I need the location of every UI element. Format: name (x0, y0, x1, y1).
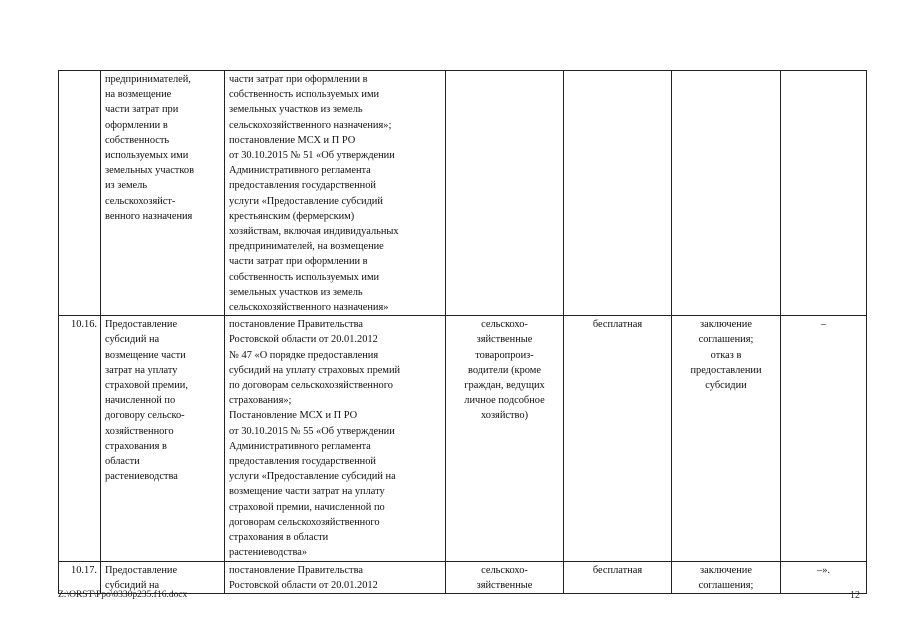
cell-recipient: сельскохо- зяйственные товаропроиз- водители (кроме граждан, ведущих личное подсобное хозяйство) (446, 316, 564, 561)
cell-service-name: Предоставление субсидий на (101, 561, 225, 593)
cell-recipient (446, 71, 564, 316)
table-row (59, 561, 867, 593)
cell-legal-basis: постановление Правительства Ростовской области от 20.01.2012 № 47 «О порядке предоставления субсидий на уплату страховых премий по договорам сельскохозяйственного страхования»; Постановление МСХ и П РО от 30.10.2015 № 55 «Об утверждении Административного регламента предоставления государственной услуги «Предоставление субсидий на возмещение части затрат на уплату страховой премии, начисленной по договорам сельскохозяйственного страхования в области растениеводства» (225, 316, 446, 561)
cell-extra: –». (781, 561, 867, 593)
cell-payment (564, 71, 672, 316)
table-row (59, 316, 867, 561)
cell-payment: бесплатная (564, 561, 672, 593)
cell-service-name: Предоставление субсидий на возмещение части затрат на уплату страховой премии, начисленной по договору сельско- хозяйственного страхования в области растениеводства (101, 316, 225, 561)
cell-result: заключение соглашения; (672, 561, 781, 593)
cell-result: заключение соглашения; отказ в предоставлении субсидии (672, 316, 781, 561)
cell-result (672, 71, 781, 316)
cell-payment: бесплатная (564, 316, 672, 561)
cell-legal-basis: постановление Правительства Ростовской области от 20.01.2012 (225, 561, 446, 593)
cell-legal-basis: части затрат при оформлении в собственность используемых ими земельных участков из земель сельскохозяйственного назначения»; постановление МСХ и П РО от 30.10.2015 № 51 «Об утверждении Административного регламента предоставления государственной услуги «Предоставление субсидий крестьянским (фермерским) хозяйствам, включая индивидуальных предпринимателей, на возмещение части затрат при оформлении в собственность используемых ими земельных участков из земель сельскохозяйственного назначения» (225, 71, 446, 316)
cell-extra (781, 71, 867, 316)
services-table (58, 70, 867, 594)
cell-extra: – (781, 316, 867, 561)
cell-service-name: предпринимателей, на возмещение части затрат при оформлении в собственность используемых ими земельных участков из земель сельскохозяйст- венного назначения (101, 71, 225, 316)
footer-page-number: 12 (850, 590, 860, 601)
cell-number: 10.17. (59, 561, 101, 593)
footer-file-path: Z:\ORST\Ppo\0330p235.f16.docx (58, 590, 188, 600)
cell-number: 10.16. (59, 316, 101, 561)
table-row (59, 71, 867, 316)
cell-recipient: сельскохо- зяйственные (446, 561, 564, 593)
cell-number (59, 71, 101, 316)
